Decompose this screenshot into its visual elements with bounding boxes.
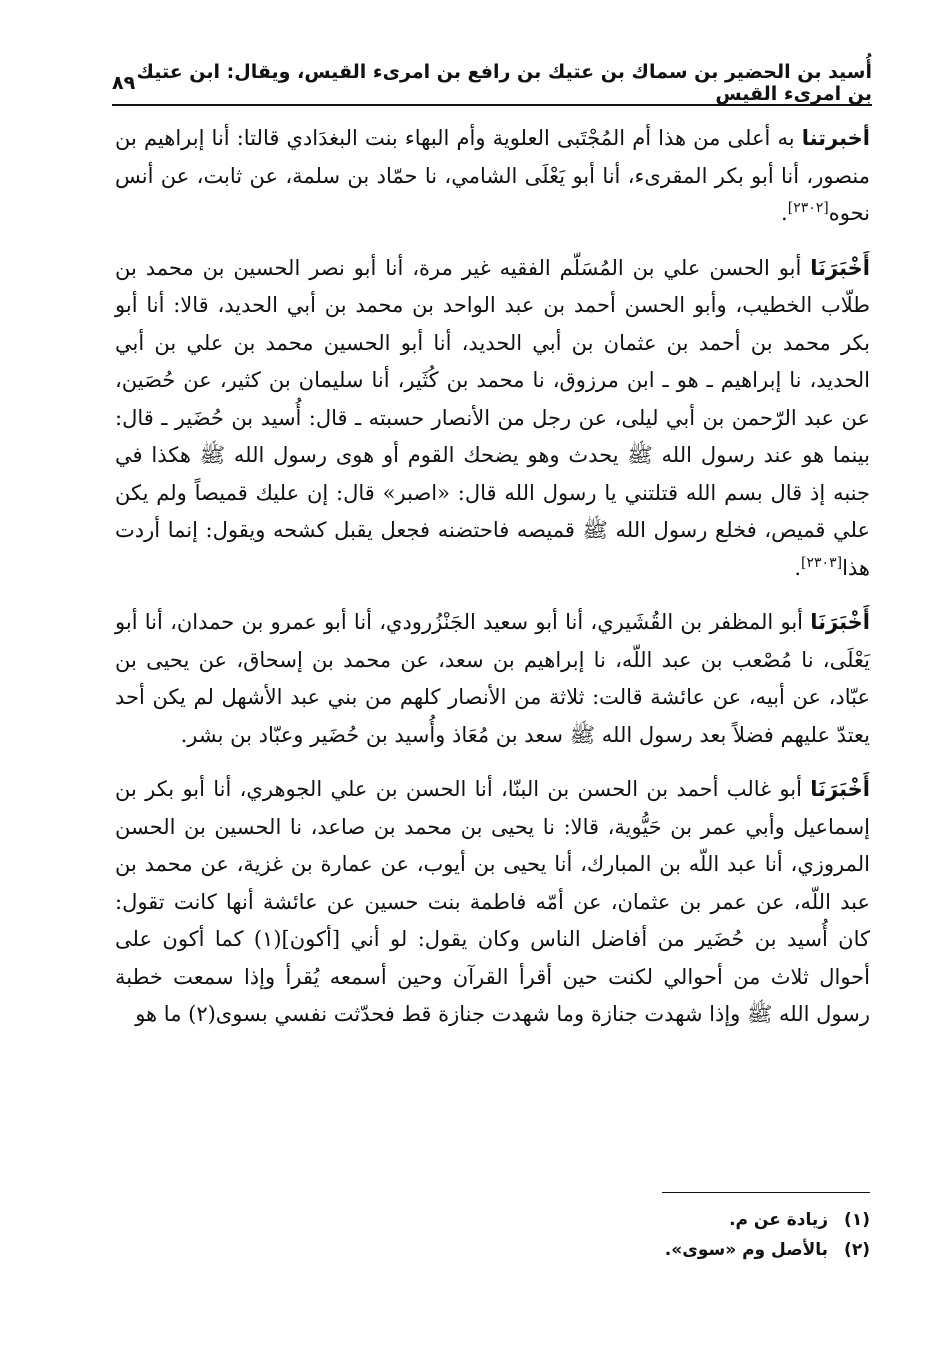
footnote-rule <box>662 1192 870 1193</box>
header-title: أُسيد بن الحضير بن سماك بن عتيك بن رافع بن امرىء القيس، ويقال: ابن عتيك بن امرىء القيس <box>136 61 872 105</box>
paragraph-lead: أَخْبَرَنَا <box>810 610 870 634</box>
paragraph <box>115 120 870 233</box>
paragraph-text: أبو المظفر بن القُشَيري، أنا أبو سعيد الجَنْزُرودي، أنا أبو عمرو بن حمدان، أنا أبو يَعْلَى، نا مُصْعب بن عبد اللّه، نا إبراهيم بن سعد، عن محمد بن إسحاق، عن يحيى بن عبّاد، عن أبيه، عن عائشة قالت: ثلاثة من الأنصار كلهم من بني عبد الأشهل لم يكن أحد يعتدّ عليهم فضلاً بعد رسول الله ﷺ سعد بن مُعَاذ وأُسيد بن حُضَير وعبّاد بن بشر. <box>115 610 870 747</box>
page-number: ٨٩ <box>112 72 136 94</box>
paragraph <box>115 604 870 754</box>
footnote-number: (١) <box>844 1210 870 1230</box>
header-rule <box>112 104 872 106</box>
main-text <box>115 120 870 1047</box>
footnote <box>115 1205 870 1235</box>
running-header <box>112 61 872 105</box>
hadith-number: [٢٣٠٣] <box>801 554 843 571</box>
footnote-text: زيادة عن م. <box>729 1210 829 1230</box>
paragraph-lead: أخبرتنا <box>801 126 870 150</box>
paragraph <box>115 250 870 588</box>
paragraph <box>115 771 870 1034</box>
footnote <box>115 1235 870 1265</box>
paragraph-tail: . <box>794 555 802 580</box>
footnote-number: (٢) <box>844 1240 870 1260</box>
paragraph-text: أبو غالب أحمد بن الحسن بن البنّا، أنا الحسن بن علي الجوهري، أنا أبو بكر بن إسماعيل وأبي عمر بن حَيُّوية، قالا: نا يحيى بن محمد بن صاعد، نا الحسين بن الحسن المروزي، أنا عبد اللّه بن المبارك، أنا يحيى بن أيوب، عن عمارة بن غزية، عن محمد بن عبد اللّه، عن عمر بن عثمان، عن أمّه فاطمة بنت حسين عن عائشة أنها كانت تقول: كان أُسيد بن حُضَير من أفاضل الناس وكان يقول: لو أني [أكون](١) كما أكون على أحوال ثلاث من أحوالي لكنت حين أقرأ القرآن وحين أسمعه يُقرأ وإذا سمعت خطبة رسول الله ﷺ وإذا شهدت جنازة وما شهدت جنازة قط فحدّثت نفسي بسوى(٢) ما هو <box>115 777 871 1026</box>
paragraph-lead: أَخْبَرَنَا <box>810 255 870 280</box>
footnote-text: بالأصل وم «سوى». <box>664 1240 829 1260</box>
paragraph-tail: . <box>781 201 788 225</box>
paragraph-text: به أعلى من هذا أم المُجْتَبى العلوية وأم البهاء بنت البغدَادي قالتا: أنا إبراهيم بن منصور، أنا أبو بكر المقرىء، أنا أبو يَعْلَى الشامي، نا حمّاد بن سلمة، عن ثابت، عن أنس نحوه <box>115 126 870 225</box>
paragraph-lead: أَخْبَرَنَا <box>810 777 870 801</box>
paragraph-text: أبو الحسن علي بن المُسَلّم الفقيه غير مرة، أنا أبو نصر الحسين بن محمد بن طلّاب الخطيب، وأبو الحسن أحمد بن عبد الواحد بن محمد بن أبي الحديد، قالا: أنا أبو بكر محمد بن أحمد بن عثمان بن أبي الحديد، أنا أبو الحسين محمد بن علي بن أبي الحديد، نا إبراهيم ـ هو ـ ابن مرزوق، نا محمد بن كُثَير، أنا سليمان بن كثير، عن حُصَين، عن عبد الرّحمن بن أبي ليلى، عن رجل من الأنصار حسبته ـ قال: أُسيد بن حُضَير ـ قال: بينما هو عند رسول الله ﷺ يحدث وهو يضحك القوم أو هوى رسول الله ﷺ هكذا في جنبه إذ قال بسم الله قتلتني يا رسول الله قال: «اصبر» قال: إن عليك قميصاً ولم يكن علي قميص، فخلع رسول الله ﷺ قميصه فاحتضنه فجعل يقبل كشحه ويقول: إنما أردت هذا <box>115 255 870 580</box>
footnotes <box>115 1205 870 1265</box>
hadith-number: [٢٣٠٢] <box>787 200 829 216</box>
